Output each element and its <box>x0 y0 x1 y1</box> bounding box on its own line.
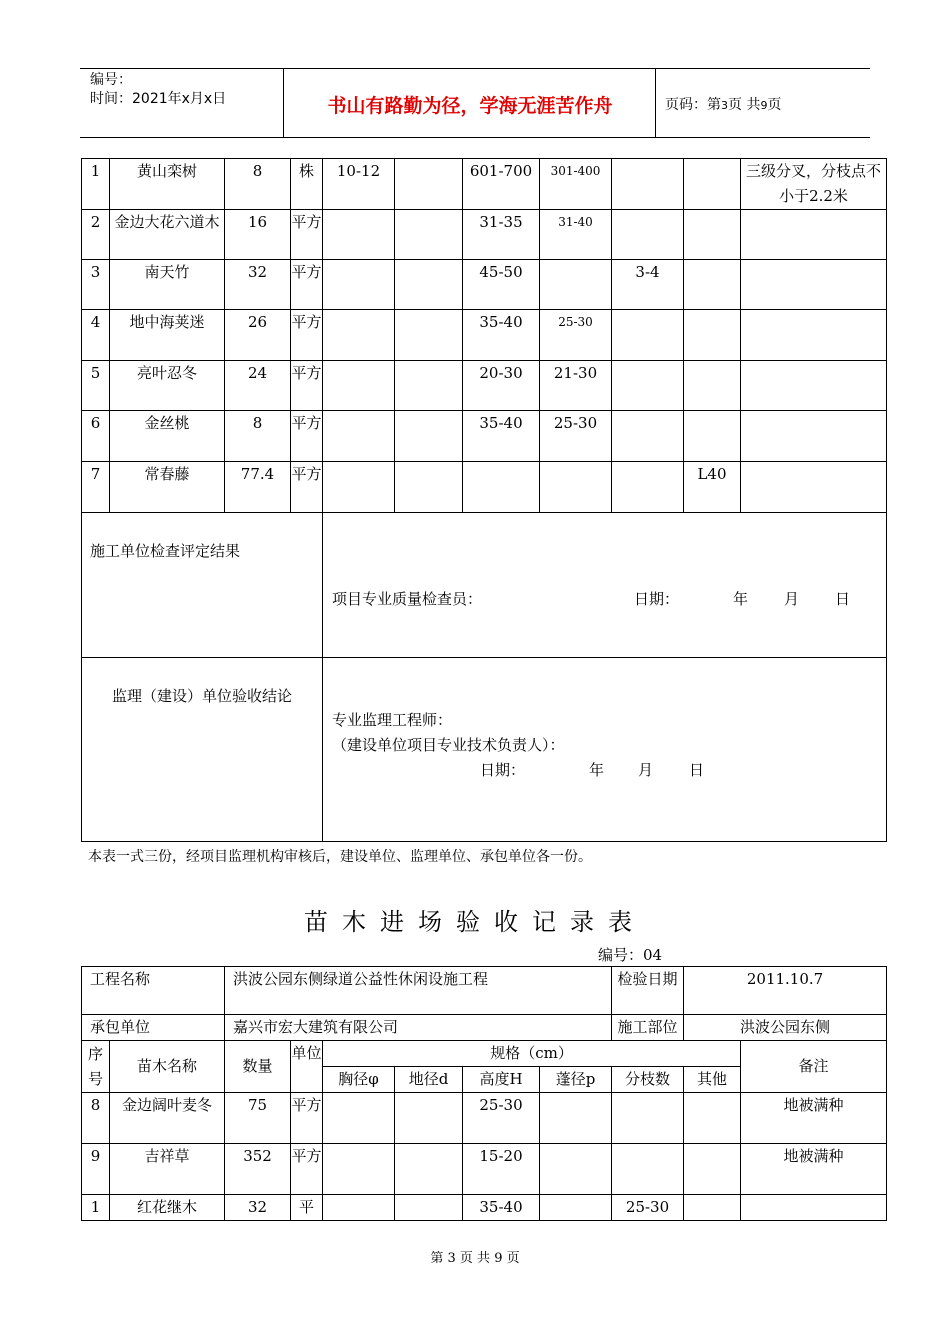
cell-qty: 8 <box>225 159 291 210</box>
table-row <box>82 310 887 361</box>
header-info <box>90 71 226 109</box>
cell-c4 <box>540 1144 612 1195</box>
page-number: 3 <box>721 99 728 112</box>
location-value: 洪波公园东侧 <box>684 1015 887 1041</box>
col-no: 序号 <box>82 1041 110 1093</box>
cell-unit: 平方 <box>291 1093 323 1144</box>
project-label: 工程名称 <box>82 967 225 1015</box>
cell-qty: 8 <box>225 411 291 462</box>
inspector-label: 项目专业质量检查员： <box>332 590 483 608</box>
page-footer: 第 3 页 共 9 页 <box>430 1251 520 1266</box>
cell-c5: 3-4 <box>612 260 684 310</box>
page-indicator <box>665 94 781 114</box>
cell-c5 <box>612 411 684 462</box>
construction-check-row <box>82 513 887 658</box>
cell-no: 2 <box>82 210 110 260</box>
table-row <box>82 1195 887 1221</box>
cell-c6 <box>684 310 741 361</box>
cell-c5 <box>612 159 684 210</box>
cell-c4: 301-400 <box>540 159 612 210</box>
engineer-label: 专业监理工程师： <box>332 711 453 729</box>
cell-c2 <box>395 1195 463 1221</box>
cell-c2 <box>395 411 463 462</box>
cell-c1 <box>323 310 395 361</box>
form-title: 苗木进场验收记录表 <box>304 908 646 936</box>
cell-note <box>741 361 887 411</box>
cell-c5 <box>612 1093 684 1144</box>
cell-unit: 平方 <box>291 361 323 411</box>
cell-c6 <box>684 1195 741 1221</box>
construction-check-label: 施工单位检查评定结果 <box>82 513 323 658</box>
month-label: 月 <box>784 590 800 608</box>
date-label: 日期： <box>480 761 526 779</box>
supervision-row <box>82 658 887 842</box>
cell-c6 <box>684 260 741 310</box>
page-mid: 页 共 <box>728 97 761 113</box>
contractor-label: 承包单位 <box>82 1015 225 1041</box>
col-branch: 分枝数 <box>612 1067 684 1093</box>
cell-c6 <box>684 159 741 210</box>
cell-c4: 25-30 <box>540 310 612 361</box>
col-name: 苗木名称 <box>110 1041 225 1093</box>
cell-unit: 株 <box>291 159 323 210</box>
cell-no: 3 <box>82 260 110 310</box>
col-other: 其他 <box>684 1067 741 1093</box>
cell-no: 9 <box>82 1144 110 1195</box>
page-label: 页码：第 <box>665 97 721 113</box>
cell-c5 <box>612 310 684 361</box>
contractor-value: 嘉兴市宏大建筑有限公司 <box>225 1015 612 1041</box>
table-row <box>82 1144 887 1195</box>
cell-c3: 20-30 <box>463 361 540 411</box>
cell-c4 <box>540 1195 612 1221</box>
month-label: 月 <box>638 761 654 779</box>
cell-c3: 601-700 <box>463 159 540 210</box>
cell-name: 常春藤 <box>110 462 225 513</box>
cell-no: 1 <box>82 159 110 210</box>
cell-c5 <box>612 462 684 513</box>
cell-c1 <box>323 411 395 462</box>
cell-c1: 10-12 <box>323 159 395 210</box>
cell-name: 红花继木 <box>110 1195 225 1221</box>
page-total: 9 <box>760 99 768 112</box>
cell-unit: 平方 <box>291 310 323 361</box>
cell-unit: 平方 <box>291 260 323 310</box>
cell-c2 <box>395 159 463 210</box>
check-date-label: 检验日期 <box>612 967 684 1015</box>
col-chest: 胸径φ <box>323 1067 395 1093</box>
date-label: 日期： <box>634 590 680 608</box>
cell-c3 <box>463 462 540 513</box>
header-divider <box>283 69 284 137</box>
header-row-1 <box>82 1041 887 1067</box>
cell-c6: L40 <box>684 462 741 513</box>
cell-unit: 平方 <box>291 411 323 462</box>
cell-unit: 平 <box>291 1195 323 1221</box>
project-value: 洪波公园东侧绿道公益性休闲设施工程 <box>225 967 612 1015</box>
cell-name: 吉祥草 <box>110 1144 225 1195</box>
cell-c5 <box>612 1144 684 1195</box>
table-row <box>82 361 887 411</box>
cell-note <box>741 462 887 513</box>
year-label: 年 <box>733 590 749 608</box>
cell-c2 <box>395 1093 463 1144</box>
cell-name: 黄山栾树 <box>110 159 225 210</box>
project-row <box>82 967 887 1015</box>
cell-name: 金边阔叶麦冬 <box>110 1093 225 1144</box>
cell-no: 5 <box>82 361 110 411</box>
seedling-entry-table <box>81 966 887 1221</box>
supervision-cell <box>323 658 887 842</box>
cell-c2 <box>395 310 463 361</box>
cell-note <box>741 260 887 310</box>
cell-note: 地被满种 <box>741 1093 887 1144</box>
cell-c6 <box>684 1144 741 1195</box>
table-row <box>82 159 887 210</box>
code-label: 编号： <box>90 72 132 88</box>
col-qty: 数量 <box>225 1041 291 1093</box>
supervision-label: 监理（建设）单位验收结论 <box>82 658 323 842</box>
cell-note: 地被满种 <box>741 1144 887 1195</box>
day-label: 日 <box>689 761 705 779</box>
cell-c5 <box>612 361 684 411</box>
location-label: 施工部位 <box>612 1015 684 1041</box>
cell-c3: 35-40 <box>463 1195 540 1221</box>
cell-c3: 25-30 <box>463 1093 540 1144</box>
cell-c1 <box>323 462 395 513</box>
cell-c1 <box>323 1093 395 1144</box>
construction-check-cell <box>323 513 887 658</box>
cell-c1 <box>323 361 395 411</box>
page-end: 页 <box>767 97 782 113</box>
distribution-note: 本表一式三份，经项目监理机构审核后，建设单位、监理单位、承包单位各一份。 <box>88 849 592 865</box>
cell-c6 <box>684 1093 741 1144</box>
cell-c4: 21-30 <box>540 361 612 411</box>
table-row <box>82 411 887 462</box>
cell-c4: 25-30 <box>540 411 612 462</box>
cell-c6 <box>684 411 741 462</box>
table-row <box>82 462 887 513</box>
cell-no: 8 <box>82 1093 110 1144</box>
cell-c2 <box>395 462 463 513</box>
cell-c6 <box>684 210 741 260</box>
cell-note <box>741 411 887 462</box>
col-height: 高度H <box>463 1067 540 1093</box>
check-date-value: 2011.10.7 <box>684 967 887 1015</box>
cell-c3: 45-50 <box>463 260 540 310</box>
table-row <box>82 210 887 260</box>
cell-no: 4 <box>82 310 110 361</box>
year-label: 年 <box>589 761 605 779</box>
cell-c1 <box>323 1195 395 1221</box>
cell-qty: 77.4 <box>225 462 291 513</box>
cell-c3: 35-40 <box>463 411 540 462</box>
cell-c1 <box>323 210 395 260</box>
cell-unit: 平方 <box>291 210 323 260</box>
cell-c1 <box>323 1144 395 1195</box>
cell-qty: 26 <box>225 310 291 361</box>
cell-qty: 32 <box>225 260 291 310</box>
cell-qty: 16 <box>225 210 291 260</box>
cell-name: 金边大花六道木 <box>110 210 225 260</box>
table-row <box>82 260 887 310</box>
contractor-row <box>82 1015 887 1041</box>
cell-note <box>741 210 887 260</box>
cell-name: 金丝桃 <box>110 411 225 462</box>
cell-qty: 75 <box>225 1093 291 1144</box>
cell-c3: 35-40 <box>463 310 540 361</box>
time-label: 时间：2021年x月x日 <box>90 91 227 107</box>
cell-name: 亮叶忍冬 <box>110 361 225 411</box>
cell-c4: 31-40 <box>540 210 612 260</box>
cell-c5: 25-30 <box>612 1195 684 1221</box>
cell-c4 <box>540 1093 612 1144</box>
cell-note <box>741 1195 887 1221</box>
seedling-table-continued <box>81 158 887 842</box>
cell-c3: 31-35 <box>463 210 540 260</box>
header-divider <box>655 69 656 137</box>
cell-c3: 15-20 <box>463 1144 540 1195</box>
page-header <box>80 68 870 138</box>
cell-qty: 24 <box>225 361 291 411</box>
col-spec: 规格（cm） <box>323 1041 741 1067</box>
cell-c5 <box>612 210 684 260</box>
cell-name: 南天竹 <box>110 260 225 310</box>
col-ground: 地径d <box>395 1067 463 1093</box>
cell-c2 <box>395 260 463 310</box>
col-crown: 蓬径p <box>540 1067 612 1093</box>
cell-note <box>741 310 887 361</box>
form-code: 编号：04 <box>598 946 663 964</box>
cell-qty: 352 <box>225 1144 291 1195</box>
cell-c6 <box>684 361 741 411</box>
cell-unit: 平方 <box>291 1144 323 1195</box>
cell-c2 <box>395 210 463 260</box>
motto: 书山有路勤为径，学海无涯苦作舟 <box>327 95 613 117</box>
cell-name: 地中海荚迷 <box>110 310 225 361</box>
cell-c4 <box>540 260 612 310</box>
cell-note: 三级分叉，分枝点不小于2.2米 <box>741 159 887 210</box>
cell-c2 <box>395 361 463 411</box>
table-row <box>82 1093 887 1144</box>
cell-no: 6 <box>82 411 110 462</box>
cell-c4 <box>540 462 612 513</box>
cell-unit: 平方 <box>291 462 323 513</box>
cell-c2 <box>395 1144 463 1195</box>
cell-qty: 32 <box>225 1195 291 1221</box>
col-unit: 单位 <box>291 1041 323 1093</box>
day-label: 日 <box>835 590 851 608</box>
col-note: 备注 <box>741 1041 887 1093</box>
cell-c1 <box>323 260 395 310</box>
owner-label: （建设单位项目专业技术负责人）： <box>332 736 565 754</box>
cell-no: 1 <box>82 1195 110 1221</box>
supervision-date <box>332 758 886 783</box>
cell-no: 7 <box>82 462 110 513</box>
